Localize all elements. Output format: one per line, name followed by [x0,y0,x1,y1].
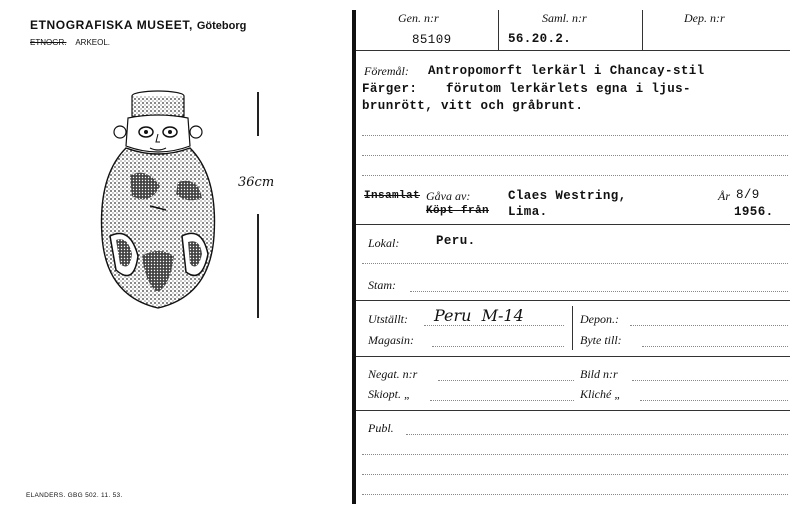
ruled-line [632,380,788,381]
department-active: ARKEOL. [75,38,111,47]
foremal-label: Föremål: [364,64,409,78]
ruled-line [362,494,788,495]
header-separator-2 [642,10,643,50]
department-struck: ETNOGR. [30,38,67,47]
ruled-line [438,380,574,381]
header-separator-1 [498,10,499,50]
saml-label: Saml. n:r [542,11,587,25]
magasin-label: Magasin: [368,333,414,347]
lokal-value: Peru. [436,234,476,248]
publ-label: Publ. [368,421,394,435]
size-annotation: 36cm [238,175,275,190]
date-value: 8/9 [736,188,760,202]
size-ruler-bottom [257,214,259,318]
size-ruler-top [257,92,259,136]
department-line [30,38,110,47]
header-rule [356,50,790,51]
vessel-sketch [90,86,235,326]
gen-label: Gen. n:r [398,11,439,25]
saml-value: 56.20.2. [508,32,572,46]
ruled-line [406,434,788,435]
ruled-line [424,325,564,326]
ruled-line [362,175,788,176]
utstallt-value: Peru M-14 [434,306,524,325]
ar-label: År [718,189,730,203]
ruled-line [642,346,788,347]
utstallt-separator [572,306,573,350]
stam-label: Stam: [368,278,396,292]
gava-label: Gåva av: [426,189,471,203]
foremal-line2: förutom lerkärlets egna i ljus- [446,82,691,96]
foremal-line3: brunrött, vitt och gråbrunt. [362,99,584,113]
skiopt-label: Skiopt. „ [368,387,411,401]
place-value: Lima. [508,205,548,219]
ruled-line [432,346,564,347]
bild-label: Bild n:r [580,367,618,381]
museum-header [30,18,246,32]
foremal-line1: Antropomorft lerkärl i Chancay-stil [428,64,705,78]
ruled-line [630,325,788,326]
year-value: 1956. [734,205,774,219]
negat-label: Negat. n:r [368,367,418,381]
ruled-line [362,474,788,475]
museum-city: Göteborg [196,20,247,32]
ruled-line [640,400,788,401]
lokal-label: Lokal: [368,236,400,250]
dep-label: Dep. n:r [684,11,725,25]
kopt-struck: Köpt från [426,205,490,217]
donor-value: Claes Westring, [508,189,627,203]
section-rule [356,224,790,225]
museum-name: ETNOGRAFISKA MUSEET, [30,18,193,32]
utstallt-label: Utställt: [368,312,409,326]
gen-value: 85109 [412,33,452,47]
byte-label: Byte till: [580,333,622,347]
section-rule [356,410,790,411]
section-rule [356,356,790,357]
ruled-line [362,263,788,264]
card-divider [352,10,356,504]
ruled-line [410,291,788,292]
ruled-line [430,400,574,401]
ruled-line [362,155,788,156]
insamlat-struck: Insamlat [364,190,421,202]
ruled-line [362,454,788,455]
foremal-colors-prefix: Färger: [362,82,418,96]
printer-imprint: ELANDERS. GBG 502. 11. 53. [26,492,123,499]
kliche-label: Kliché „ [580,387,621,401]
section-rule [356,300,790,301]
ruled-line [362,135,788,136]
depon-label: Depon.: [580,312,619,326]
